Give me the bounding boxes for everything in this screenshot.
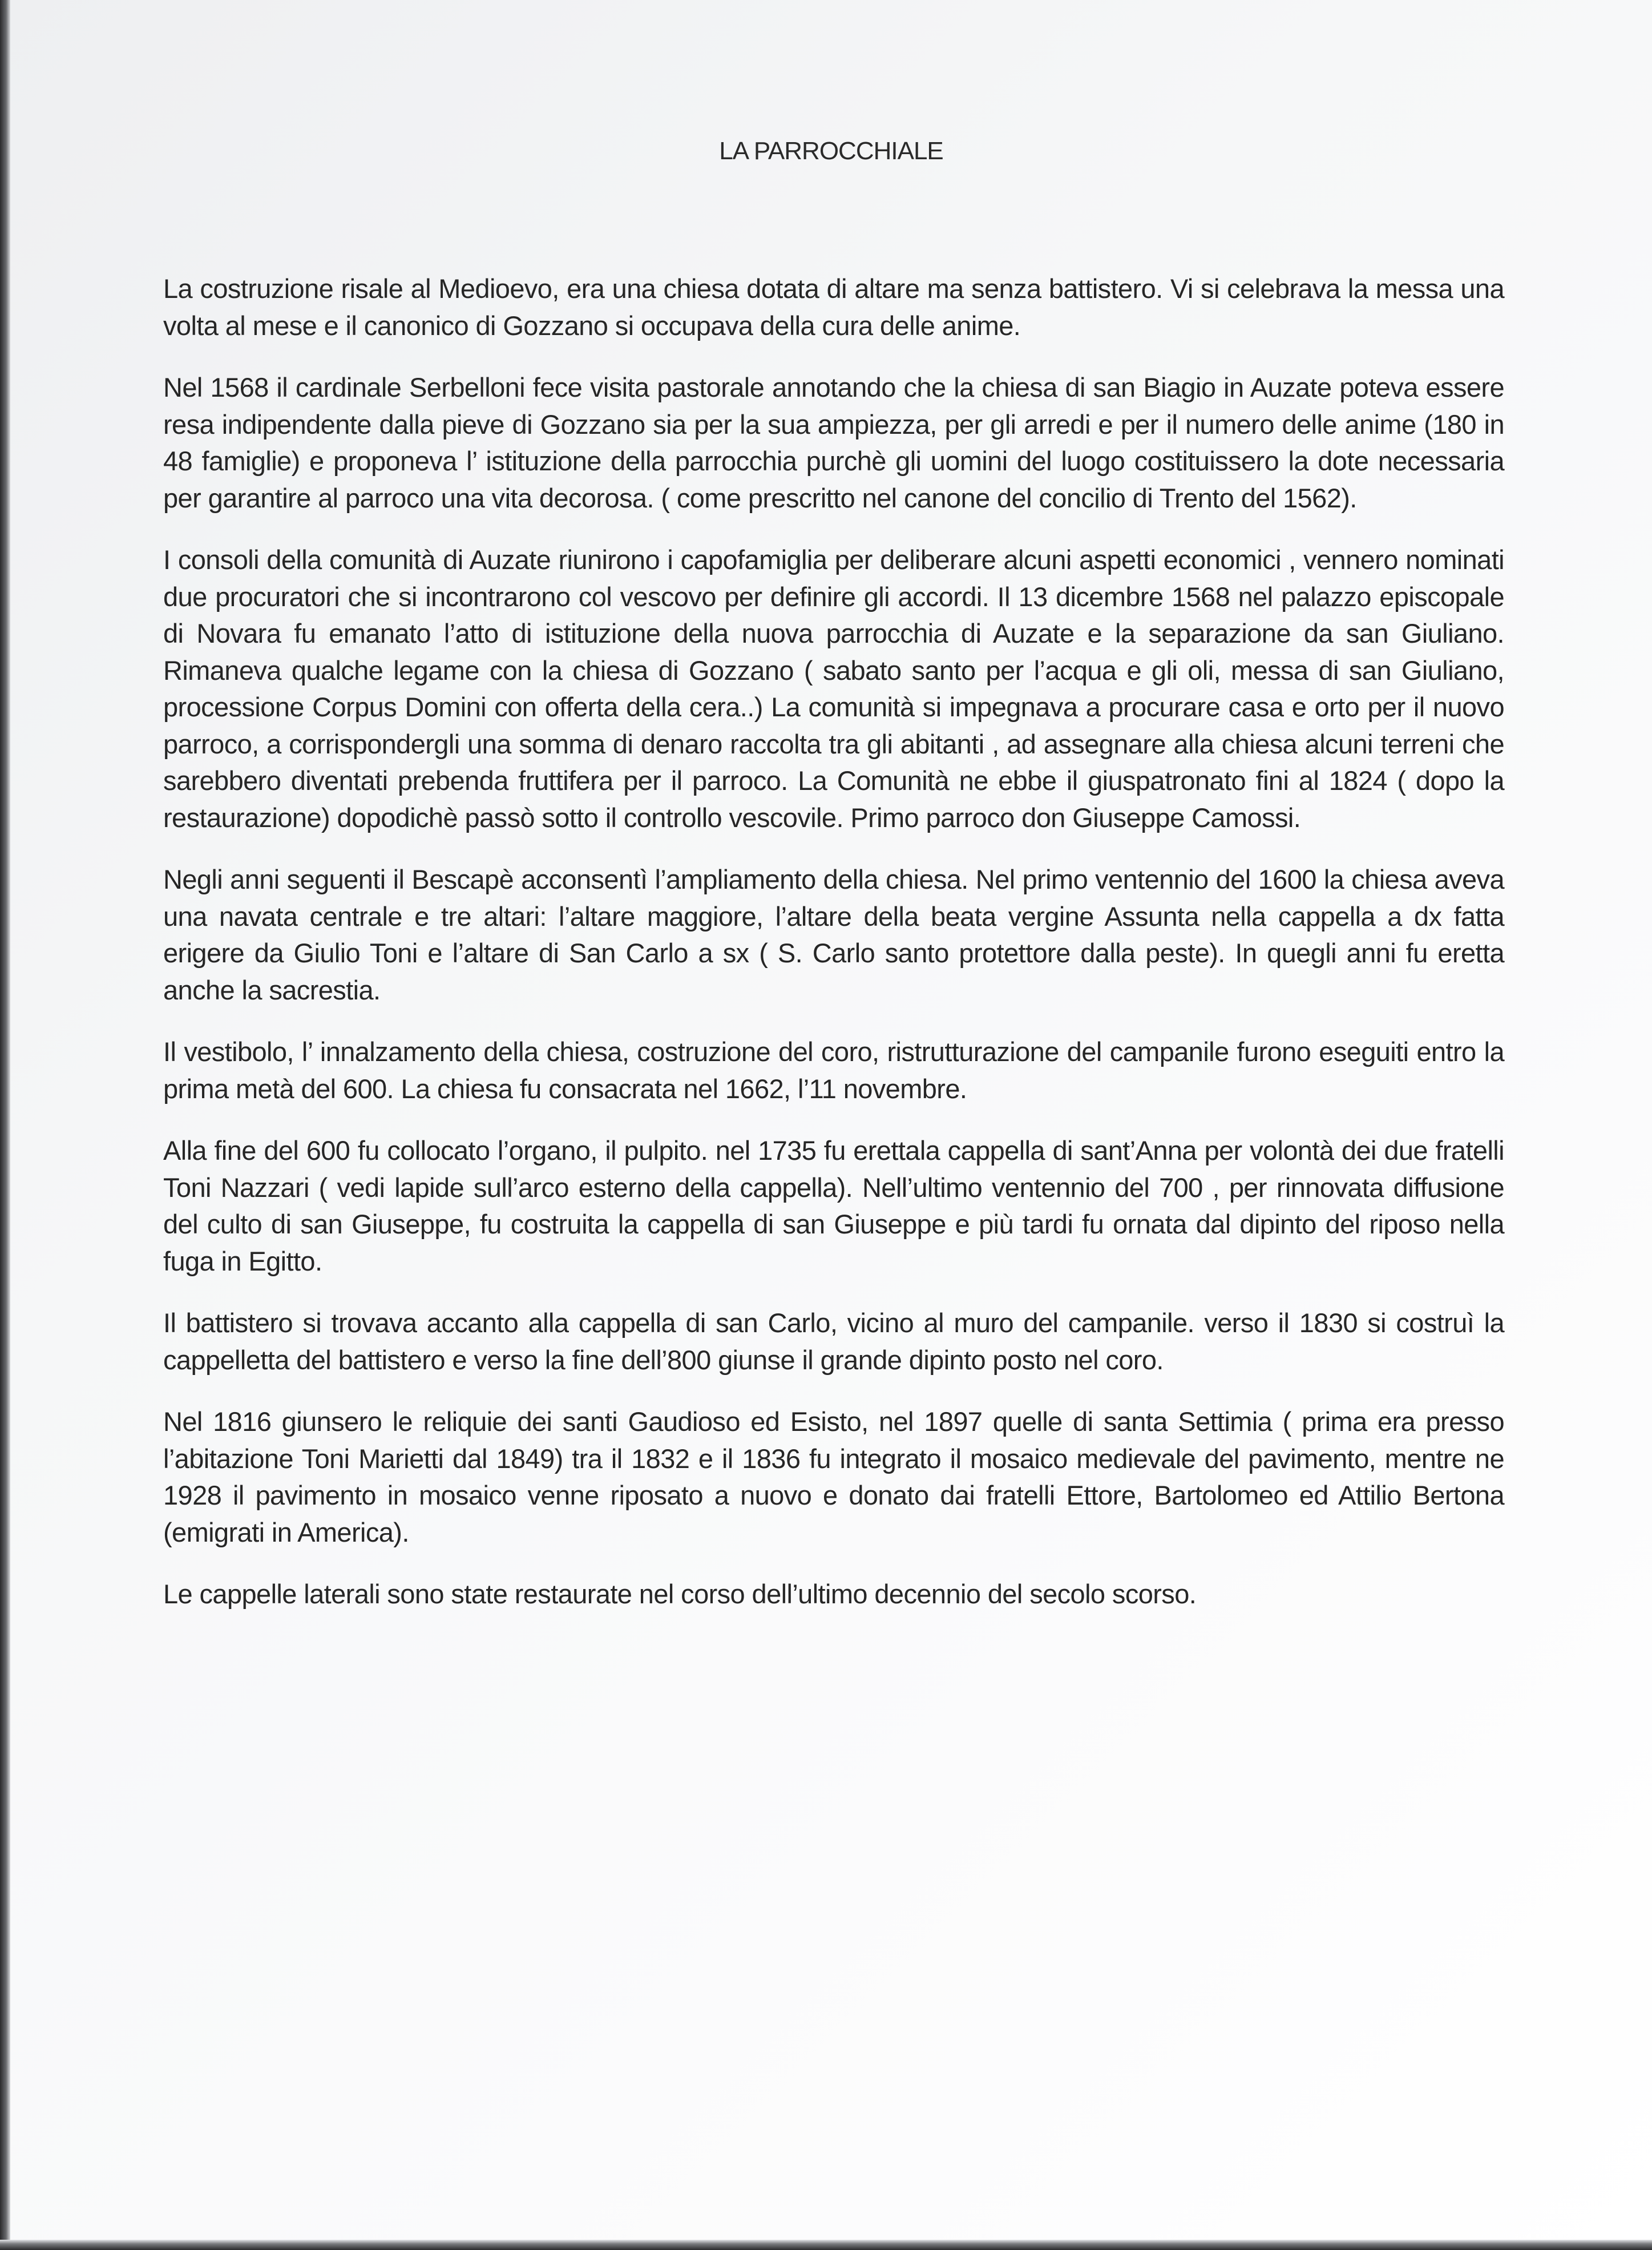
paragraph-restoration: Le cappelle laterali sono state restaurate nel corso dell’ultimo decennio del secolo scorso. [163,1579,1197,1609]
document-body [163,271,1504,1638]
paragraph-visit-1568: Nel 1568 il cardinale Serbelloni fece visita pastorale annotando che la chiesa di san Biagio in Auzate poteva essere resa indipendente dalla pieve di Gozzano sia per la sua ampiezza, per gli arredi e per il numero delle anime (180 in 48 famiglie) e proponeva l’ istituzione della parrocchia purchè gli uomini del luogo costituissero la dote necessaria per garantire al parroco una vita decorosa. ( come prescritto nel canone del concilio di Trento del 1562). [163,372,1504,513]
paragraph-baptistery: Il battistero si trovava accanto alla cappella di san Carlo, vicino al muro del campanile. verso il 1830 si costruì la cappelletta del battistero e verso la fine dell’800 giunse il grande dipinto posto nel coro. [163,1308,1504,1375]
document-title: LA PARROCCHIALE [719,137,943,165]
paper-page [10,0,1652,2240]
paragraph-enlargement: Negli anni seguenti il Bescapè acconsentì l’ampliamento della chiesa. Nel primo ventennio del 1600 la chiesa aveva una navata centrale e tre altari: l’altare maggiore, l’altare della beata vergine Assunta nella cappella a dx fatta erigere da Giulio Toni e l’altare di San Carlo a sx ( S. Carlo santo protettore dalla peste). In quegli anni fu eretta anche la sacrestia. [163,864,1504,1005]
paragraph-institution: I consoli della comunità di Auzate riunirono i capofamiglia per deliberare alcuni aspetti economici , vennero nominati due procuratori che si incontrarono col vescovo per definire gli accordi. Il 13 dicembre 1568 nel palazzo episcopale di Novara fu emanato l’atto di istituzione della nuova parrocchia di Auzate e la separazione da san Giuliano. Rimaneva qualche legame con la chiesa di Gozzano ( sabato santo per l’acqua e gli oli, messa di san Giuliano, processione Corpus Domini con offerta della cera..) La comunità si impegnava a procurare casa e orto per il nuovo parroco, a corrispondergli una somma di denaro raccolta tra gli abitanti , ad assegnare alla chiesa alcuni terreni che sarebbero diventati prebenda fruttifera per il parroco. La Comunità ne ebbe il giuspatronato fini al 1824 ( dopo la restaurazione) dopodichè passò sotto il controllo vescovile. Primo parroco don Giuseppe Camossi. [163,545,1504,833]
paragraph-origins: La costruzione risale al Medioevo, era una chiesa dotata di altare ma senza battistero. Vi si celebrava la messa una volta al mese e il canonico di Gozzano si occupava della cura delle anime. [163,273,1504,341]
scan-edge-left [0,0,10,2250]
paragraph-consecration: Il vestibolo, l’ innalzamento della chiesa, costruzione del coro, ristrutturazione del campanile furono eseguiti entro la prima metà del 600. La chiesa fu consacrata nel 1662, l’11 novembre. [163,1037,1504,1104]
scan-edge-bottom [0,2240,1652,2250]
paragraph-chapels: Alla fine del 600 fu collocato l’organo, il pulpito. nel 1735 fu erettala cappella di sant’Anna per volontà dei due fratelli Toni Nazzari ( vedi lapide sull’arco esterno della cappella). Nell’ultimo ventennio del 700 , per rinnovata diffusione del culto di san Giuseppe, fu costruita la cappella di san Giuseppe e più tardi fu ornata dal dipinto del riposo nella fuga in Egitto. [163,1135,1504,1276]
paragraph-relics-mosaic: Nel 1816 giunsero le reliquie dei santi Gaudioso ed Esisto, nel 1897 quelle di santa Settimia ( prima era presso l’abitazione Toni Marietti dal 1849) tra il 1832 e il 1836 fu integrato il mosaico medievale del pavimento, mentre ne 1928 il pavimento in mosaico venne riposato a nuovo e donato dai fratelli Ettore, Bartolomeo ed Attilio Bertona (emigrati in America). [163,1406,1504,1547]
